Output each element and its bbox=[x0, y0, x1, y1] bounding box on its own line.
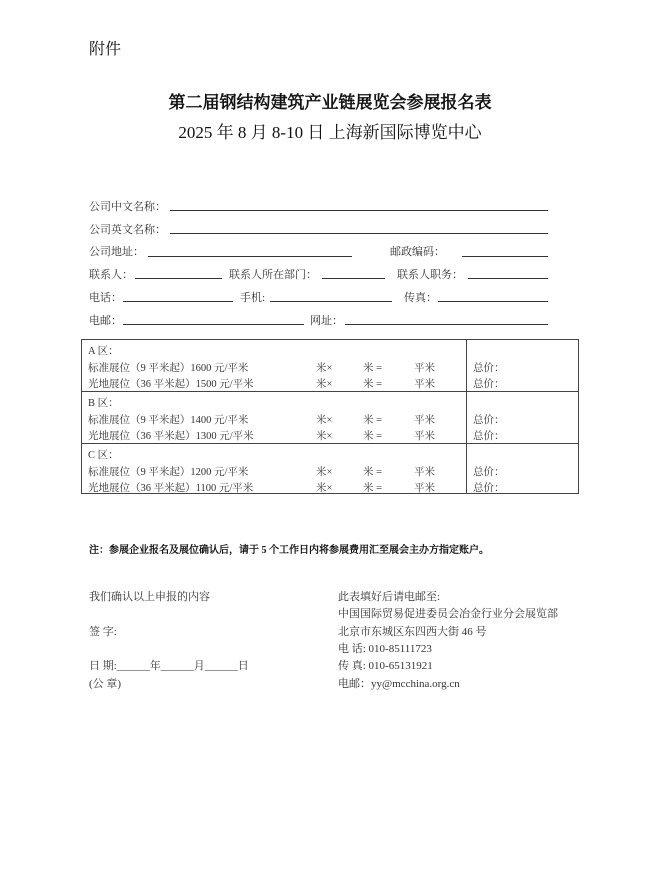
signature-label: 签 字: bbox=[89, 626, 117, 638]
zone-label: B 区： bbox=[88, 398, 119, 409]
fax-label: 传真： bbox=[404, 292, 437, 304]
total-price[interactable]: 总价： bbox=[473, 379, 505, 390]
zone-block bbox=[82, 340, 578, 392]
booth-type: 标准展位（9 平米起）1200 元/平米 bbox=[88, 467, 249, 478]
area-unit[interactable]: 平米 bbox=[414, 363, 435, 374]
seal-label: (公 章) bbox=[89, 678, 122, 690]
area-unit[interactable]: 平米 bbox=[414, 379, 435, 390]
zone-label: C 区： bbox=[88, 450, 119, 461]
postcode-label: 邮政编码： bbox=[390, 246, 445, 258]
email-label: 电邮： bbox=[89, 315, 122, 327]
en-name-field[interactable] bbox=[170, 233, 548, 234]
width-unit[interactable]: 米 = bbox=[363, 379, 383, 390]
attachment-label: 附件 bbox=[89, 41, 122, 58]
total-price[interactable]: 总价： bbox=[473, 483, 505, 494]
position-field[interactable] bbox=[468, 278, 548, 279]
website-field[interactable] bbox=[345, 324, 548, 325]
width-unit[interactable]: 米 = bbox=[363, 363, 383, 374]
fax-field[interactable] bbox=[438, 301, 548, 302]
cn-name-field[interactable] bbox=[170, 210, 548, 211]
cn-name-label: 公司中文名称： bbox=[89, 201, 166, 213]
width-unit[interactable]: 米 = bbox=[363, 431, 383, 442]
email-field[interactable] bbox=[123, 324, 304, 325]
dept-field[interactable] bbox=[322, 278, 385, 279]
contact-fax: 传 真: 010-65131921 bbox=[338, 660, 433, 672]
address-label: 公司地址： bbox=[89, 246, 144, 258]
contact-field[interactable] bbox=[135, 278, 222, 279]
form-subtitle: 2025 年 8 月 8-10 日 上海新国际博览中心 bbox=[178, 123, 482, 142]
total-price[interactable]: 总价： bbox=[473, 415, 505, 426]
total-price[interactable]: 总价： bbox=[473, 467, 505, 478]
length-unit[interactable]: 米× bbox=[316, 431, 333, 442]
phone-field[interactable] bbox=[123, 301, 233, 302]
booth-table bbox=[81, 339, 579, 494]
total-price[interactable]: 总价： bbox=[473, 431, 505, 442]
zone-label: A 区： bbox=[88, 346, 119, 357]
width-unit[interactable]: 米 = bbox=[363, 467, 383, 478]
length-unit[interactable]: 米× bbox=[316, 363, 333, 374]
mobile-label: 手机: bbox=[240, 292, 266, 304]
contact-label: 联系人： bbox=[89, 269, 133, 281]
booth-type: 标准展位（9 平米起）1600 元/平米 bbox=[88, 363, 249, 374]
zone-block bbox=[82, 444, 578, 496]
length-unit[interactable]: 米× bbox=[316, 415, 333, 426]
date-field[interactable]: 日 期:______年______月______日 bbox=[89, 660, 249, 672]
booth-type: 标准展位（9 平米起）1400 元/平米 bbox=[88, 415, 249, 426]
area-unit[interactable]: 平米 bbox=[414, 415, 435, 426]
payment-note: 注：参展企业报名及展位确认后，请于 5 个工作日内将参展费用汇至展会主办方指定账户。 bbox=[89, 545, 489, 556]
position-label: 联系人职务： bbox=[397, 269, 463, 281]
area-unit[interactable]: 平米 bbox=[414, 431, 435, 442]
booth-type: 光地展位（36 平米起）1500 元/平米 bbox=[88, 379, 254, 390]
contact-address: 北京市东城区东四西大街 46 号 bbox=[338, 626, 487, 638]
width-unit[interactable]: 米 = bbox=[363, 483, 383, 494]
width-unit[interactable]: 米 = bbox=[363, 415, 383, 426]
contact-email[interactable]: 电邮：yy@mcchina.org.cn bbox=[338, 678, 460, 690]
length-unit[interactable]: 米× bbox=[316, 467, 333, 478]
contact-line-1: 此表填好后请电邮至: bbox=[338, 591, 441, 603]
length-unit[interactable]: 米× bbox=[316, 483, 333, 494]
booth-type: 光地展位（36 平米起）1300 元/平米 bbox=[88, 431, 254, 442]
dept-label: 联系人所在部门： bbox=[229, 269, 317, 281]
phone-label: 电话： bbox=[89, 292, 122, 304]
postcode-field[interactable] bbox=[462, 256, 548, 257]
website-label: 网址： bbox=[310, 315, 343, 327]
confirm-text: 我们确认以上申报的内容 bbox=[89, 591, 210, 603]
area-unit[interactable]: 平米 bbox=[414, 467, 435, 478]
total-price[interactable]: 总价： bbox=[473, 363, 505, 374]
length-unit[interactable]: 米× bbox=[316, 379, 333, 390]
mobile-field[interactable] bbox=[270, 301, 392, 302]
booth-type: 光地展位（36 平米起）1100 元/平米 bbox=[88, 483, 254, 494]
address-field[interactable] bbox=[148, 256, 352, 257]
contact-phone: 电 话: 010-85111723 bbox=[338, 643, 432, 655]
en-name-label: 公司英文名称： bbox=[89, 224, 166, 236]
zone-block bbox=[82, 392, 578, 444]
area-unit[interactable]: 平米 bbox=[414, 483, 435, 494]
form-title: 第二届钢结构建筑产业链展览会参展报名表 bbox=[168, 93, 492, 112]
contact-org: 中国国际贸易促进委员会冶金行业分会展览部 bbox=[338, 608, 558, 620]
